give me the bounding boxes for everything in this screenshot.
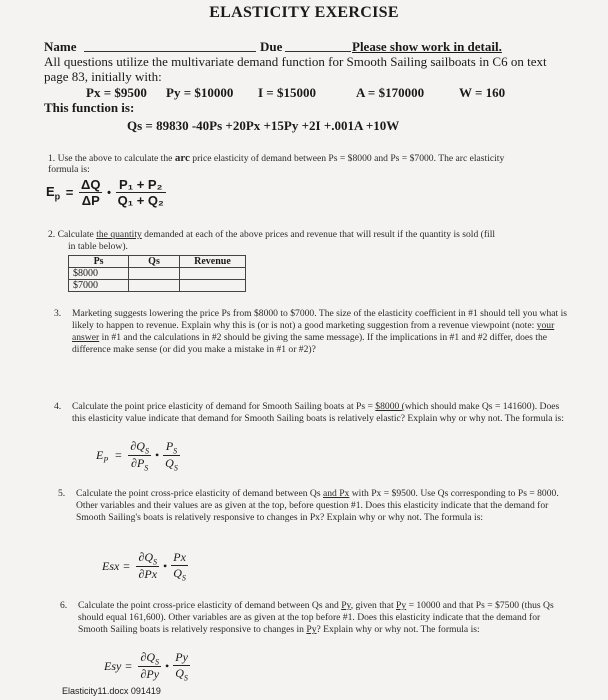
document-title: ELASTICITY EXERCISE bbox=[209, 4, 399, 21]
q1-line-1: 1. Use the above to calculate the arc price elasticity of demand between Ps = $8000 and Ps = $7000. The arc elasticity bbox=[48, 152, 505, 164]
q6-number: 6. bbox=[60, 600, 68, 611]
table-header: Qs bbox=[129, 256, 180, 268]
show-work-note: Please show work in detail. bbox=[352, 39, 502, 54]
value-px: Px = $9500 bbox=[86, 85, 147, 100]
cross-price-y-formula: Esy = $\frac{\partial Q_S}{\partial Py}$ • $\frac{Py}{Q_S}$ bbox=[104, 650, 188, 683]
value-a: A = $170000 bbox=[356, 85, 425, 100]
q2-line-2: in table below). bbox=[68, 241, 128, 252]
q5-text: Calculate the point cross-price elasticity of demand between Qs and Px with Px = $9500. Use Qs corresponding to Ps = 8000. Other variables and their values are as given at the top, before question #1. Does this elasticity indicate that the demand for Smooth Sailing's boats is relatively responsive to changes in Px? Explain why or why not. The formula is: bbox=[76, 488, 559, 523]
intro-line-1: All questions utilize the multivariate demand function for Smooth Sailing sailboats in C6 on text bbox=[44, 54, 547, 69]
intro-line-2: page 83, initially with: bbox=[44, 69, 162, 84]
arc-elasticity-formula: $E_p$ = $\frac{\Delta Q}{\Delta P}$ • $\frac{\text{P₁ + P₂}}{\text{Q₁ + Q₂}}$ bbox=[46, 177, 164, 208]
cross-price-x-formula: Esx = $\frac{\partial Q_S}{\partial Px}$ • $\frac{Px}{Q_S}$ bbox=[102, 550, 186, 583]
table-row bbox=[69, 268, 246, 280]
revenue-table bbox=[68, 255, 246, 292]
point-elasticity-formula: $E_P$ = $\frac{\partial Q_S}{\partial P_S}$ • $\frac{P_S}{Q_S}$ bbox=[96, 439, 178, 473]
demand-function: Qs = 89830 -40Ps +20Px +15Py +2I +.001A +10W bbox=[127, 118, 400, 133]
table-cell: $8000 bbox=[69, 268, 129, 280]
q3-text: Marketing suggests lowering the price Ps from $8000 to $7000. The size of the elasticity coefficient in #1 should tell you what is likely to happen to revenue. Explain why this is (or is not) a good marketing suggestion from a revenue viewpoint (note: your answer in #1 and the calculations in #2 should be giving the same message). If the implications in #1 and #2 differ, does the difference make sense (or did you make a mistake in #1 or #2)? bbox=[72, 308, 567, 355]
name-label: Name bbox=[44, 39, 77, 54]
due-blank bbox=[285, 40, 351, 52]
table-header: Revenue bbox=[179, 256, 245, 268]
q4-number: 4. bbox=[54, 401, 62, 412]
table-cell[interactable] bbox=[129, 268, 180, 280]
table-cell[interactable] bbox=[129, 280, 180, 292]
table-header: Ps bbox=[69, 256, 129, 268]
name-blank bbox=[84, 40, 256, 52]
q5-number: 5. bbox=[58, 488, 66, 499]
value-py: Py = $10000 bbox=[166, 85, 234, 100]
q2-line-1: 2. Calculate the quantity demanded at each of the above prices and revenue that will result if the quantity is sold (fill bbox=[48, 229, 496, 240]
q4-text: Calculate the point price elasticity of demand for Smooth Sailing boats at Ps = $8000 (which should make Qs = 141600). Does this elasticity value indicate that demand for Smooth Sailing boats is relatively elastic? Explain why or why not. The formula is: bbox=[72, 401, 564, 424]
table-cell[interactable] bbox=[179, 268, 245, 280]
table-cell: $7000 bbox=[69, 280, 129, 292]
function-label: This function is: bbox=[44, 100, 135, 115]
footer-filename: Elasticity11.docx 091419 bbox=[62, 686, 161, 696]
q1-line-2: formula is: bbox=[48, 164, 90, 175]
table-cell[interactable] bbox=[179, 280, 245, 292]
due-label: Due bbox=[260, 39, 283, 54]
q3-number: 3. bbox=[54, 308, 62, 319]
q6-text: Calculate the point cross-price elasticity of demand between Qs and Py, given that Py = 10000 and that Ps = $7500 (thus Qs should equal 161,600). Other variables are as given at the top before #1. Does this elasticity indicate that the demand for Smooth Sailing boats is relatively responsive to changes in Py? Explain why or why not. The formula is: bbox=[78, 600, 554, 635]
table-row bbox=[69, 280, 246, 292]
value-i: I = $15000 bbox=[258, 85, 316, 100]
value-w: W = 160 bbox=[459, 85, 506, 100]
